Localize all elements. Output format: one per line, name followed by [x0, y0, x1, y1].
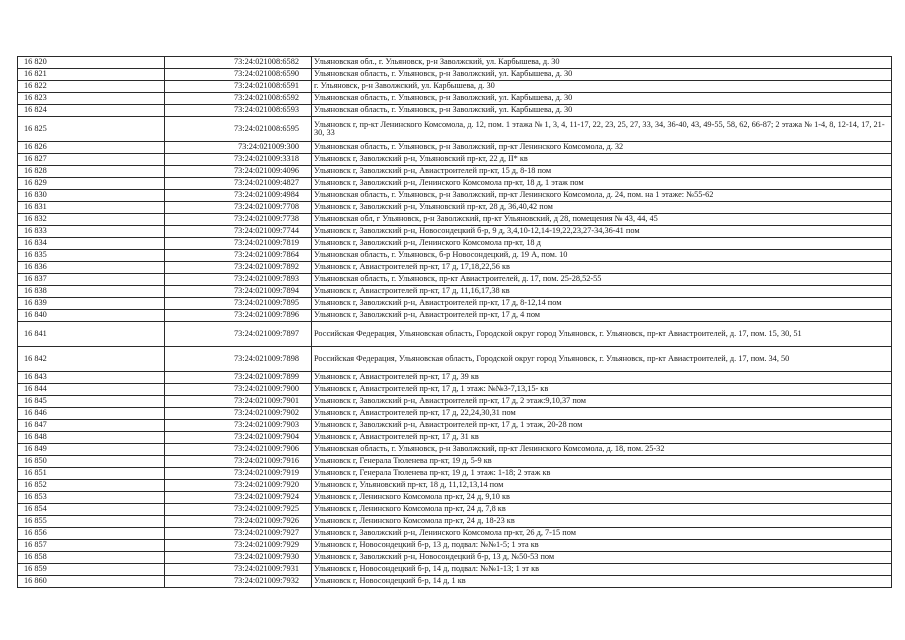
row-number-cell: 16 836 — [18, 262, 165, 274]
cadastral-number-cell: 73:24:021009:7899 — [165, 372, 312, 384]
cadastral-number-cell: 73:24:021009:7902 — [165, 408, 312, 420]
table-row — [18, 154, 892, 166]
row-number-cell: 16 850 — [18, 456, 165, 468]
table-row — [18, 372, 892, 384]
address-cell: Ульяновск г, Заволжский р-н, Ульяновский пр-кт, 28 д, 36,40,42 пом — [312, 202, 892, 214]
table-row — [18, 504, 892, 516]
cadastral-number-cell: 73:24:021008:6590 — [165, 69, 312, 81]
cadastral-number-cell: 73:24:021009:4096 — [165, 166, 312, 178]
table-row — [18, 57, 892, 69]
cadastral-number-cell: 73:24:021009:7708 — [165, 202, 312, 214]
row-number-cell: 16 829 — [18, 178, 165, 190]
address-cell: Ульяновск г, Ленинского Комсомола пр-кт, 24 д, 9,10 кв — [312, 492, 892, 504]
table-row — [18, 540, 892, 552]
table-row — [18, 468, 892, 480]
cadastral-number-cell: 73:24:021009:7929 — [165, 540, 312, 552]
cadastral-number-cell: 73:24:021009:7895 — [165, 298, 312, 310]
row-number-cell: 16 857 — [18, 540, 165, 552]
cadastral-number-cell: 73:24:021009:7892 — [165, 262, 312, 274]
address-cell: Ульяновск г, Генерала Тюленева пр-кт, 19 д, 5-9 кв — [312, 456, 892, 468]
row-number-cell: 16 820 — [18, 57, 165, 69]
cadastral-number-cell: 73:24:021009:4984 — [165, 190, 312, 202]
row-number-cell: 16 826 — [18, 142, 165, 154]
address-cell: Ульяновская область, г. Ульяновск, б-р Новосондецкий, д. 19 А, пом. 10 — [312, 250, 892, 262]
cadastral-number-cell: 73:24:021009:7900 — [165, 384, 312, 396]
table-row — [18, 214, 892, 226]
row-number-cell: 16 827 — [18, 154, 165, 166]
row-number-cell: 16 832 — [18, 214, 165, 226]
row-number-cell: 16 847 — [18, 420, 165, 432]
row-number-cell: 16 853 — [18, 492, 165, 504]
registry-table-body — [18, 57, 892, 588]
address-cell: Ульяновская область, г. Ульяновск, р-н Заволжский, пр-кт Ленинского Комсомола, д. 32 — [312, 142, 892, 154]
table-row — [18, 250, 892, 262]
cadastral-number-cell: 73:24:021009:7906 — [165, 444, 312, 456]
cadastral-number-cell: 73:24:021009:7893 — [165, 274, 312, 286]
cadastral-number-cell: 73:24:021009:7897 — [165, 322, 312, 347]
address-cell: Ульяновская область, г. Ульяновск, р-н Заволжский, ул. Карбышева, д. 30 — [312, 105, 892, 117]
cadastral-number-cell: 73:24:021009:4827 — [165, 178, 312, 190]
table-row — [18, 238, 892, 250]
cadastral-number-cell: 73:24:021009:7898 — [165, 347, 312, 372]
row-number-cell: 16 841 — [18, 322, 165, 347]
address-cell: Ульяновская область, г. Ульяновск, р-н Заволжский, пр-кт Ленинского Комсомола, д. 18, пом. 25-32 — [312, 444, 892, 456]
address-cell: Ульяновск г, Заволжский р-н, Авиастроителей пр-кт, 17 д, 8-12,14 пом — [312, 298, 892, 310]
address-cell: Ульяновск г, Авиастроителей пр-кт, 17 д, 17,18,22,56 кв — [312, 262, 892, 274]
address-cell: Российская Федерация, Ульяновская область, Городской округ город Ульяновск, г. Ульяновск, пр-кт Авиастроителей, д. 17, пом. 34, 50 — [312, 347, 892, 372]
cadastral-number-cell: 73:24:021009:7819 — [165, 238, 312, 250]
table-row — [18, 310, 892, 322]
property-registry-table — [17, 56, 892, 588]
cadastral-number-cell: 73:24:021009:7903 — [165, 420, 312, 432]
cadastral-number-cell: 73:24:021009:7930 — [165, 552, 312, 564]
cadastral-number-cell: 73:24:021009:7924 — [165, 492, 312, 504]
row-number-cell: 16 837 — [18, 274, 165, 286]
table-row — [18, 105, 892, 117]
table-row — [18, 81, 892, 93]
table-row — [18, 226, 892, 238]
address-cell: Ульяновск г, пр-кт Ленинского Комсомола, д. 12, пом. 1 этажа № 1, 3, 4, 11-17, 22, 23, 25, 27, 33, 34, 36-40, 43, 49-55, 58, 62, 66-87; 2 этажа № 1-4, 8, 12-14, 17, 21-30, 33 — [312, 117, 892, 142]
table-row — [18, 384, 892, 396]
table-row — [18, 286, 892, 298]
cadastral-number-cell: 73:24:021009:3318 — [165, 154, 312, 166]
row-number-cell: 16 846 — [18, 408, 165, 420]
table-row — [18, 420, 892, 432]
row-number-cell: 16 844 — [18, 384, 165, 396]
address-cell: Ульяновск г, Заволжский р-н, Авиастроителей пр-кт, 17 д, 2 этаж:9,10,37 пом — [312, 396, 892, 408]
cadastral-number-cell: 73:24:021009:7916 — [165, 456, 312, 468]
address-cell: Ульяновск г, Заволжский р-н, Авиастроителей пр-кт, 17 д, 1 этаж, 20-28 пом — [312, 420, 892, 432]
cadastral-number-cell: 73:24:021009:7932 — [165, 576, 312, 588]
table-row — [18, 432, 892, 444]
cadastral-number-cell: 73:24:021009:7919 — [165, 468, 312, 480]
row-number-cell: 16 835 — [18, 250, 165, 262]
row-number-cell: 16 825 — [18, 117, 165, 142]
row-number-cell: 16 821 — [18, 69, 165, 81]
row-number-cell: 16 824 — [18, 105, 165, 117]
address-cell: Ульяновск г, Авиастроителей пр-кт, 17 д, 22,24,30,31 пом — [312, 408, 892, 420]
address-cell: Ульяновск г, Заволжский р-н, Ленинского Комсомола пр-кт, 18 д — [312, 238, 892, 250]
table-row — [18, 528, 892, 540]
cadastral-number-cell: 73:24:021008:6593 — [165, 105, 312, 117]
table-row — [18, 262, 892, 274]
row-number-cell: 16 854 — [18, 504, 165, 516]
cadastral-number-cell: 73:24:021009:7864 — [165, 250, 312, 262]
table-row — [18, 564, 892, 576]
row-number-cell: 16 839 — [18, 298, 165, 310]
address-cell: Ульяновская область, г. Ульяновск, р-н Заволжский, ул. Карбышева, д. 30 — [312, 69, 892, 81]
cadastral-number-cell: 73:24:021009:7894 — [165, 286, 312, 298]
table-row — [18, 408, 892, 420]
table-row — [18, 492, 892, 504]
address-cell: Ульяновск г, Ленинского Комсомола пр-кт, 24 д, 18-23 кв — [312, 516, 892, 528]
cadastral-number-cell: 73:24:021009:7901 — [165, 396, 312, 408]
address-cell: Ульяновск г, Авиастроителей пр-кт, 17 д, 1 этаж: №№3-7,13,15- кв — [312, 384, 892, 396]
address-cell: Ульяновск г, Заволжский р-н, Ульяновский пр-кт, 22 д, II* кв — [312, 154, 892, 166]
row-number-cell: 16 838 — [18, 286, 165, 298]
address-cell: Ульяновск г, Авиастроителей пр-кт, 17 д, 11,16,17,38 кв — [312, 286, 892, 298]
address-cell: Ульяновск г, Авиастроителей пр-кт, 17 д, 31 кв — [312, 432, 892, 444]
cadastral-number-cell: 73:24:021009:7738 — [165, 214, 312, 226]
address-cell: Ульяновск г, Новосондецкий б-р, 13 д, подвал: №№1-5; 1 эта кв — [312, 540, 892, 552]
row-number-cell: 16 842 — [18, 347, 165, 372]
table-row — [18, 396, 892, 408]
row-number-cell: 16 859 — [18, 564, 165, 576]
address-cell: Ульяновск г, Заволжский р-н, Авиастроителей пр-кт, 17 д, 4 пом — [312, 310, 892, 322]
cadastral-number-cell: 73:24:021009:7926 — [165, 516, 312, 528]
table-row — [18, 190, 892, 202]
cadastral-number-cell: 73:24:021008:6592 — [165, 93, 312, 105]
cadastral-number-cell: 73:24:021009:7920 — [165, 480, 312, 492]
row-number-cell: 16 833 — [18, 226, 165, 238]
table-row — [18, 166, 892, 178]
row-number-cell: 16 840 — [18, 310, 165, 322]
address-cell: Ульяновск г, Заволжский р-н, Авиастроителей пр-кт, 15 д, 8-18 пом — [312, 166, 892, 178]
address-cell: Ульяновск г, Заволжский р-н, Новосондецкий б-р, 13 д, №50-53 пом — [312, 552, 892, 564]
table-row — [18, 117, 892, 142]
cadastral-number-cell: 73:24:021008:6595 — [165, 117, 312, 142]
row-number-cell: 16 830 — [18, 190, 165, 202]
table-row — [18, 444, 892, 456]
address-cell: Ульяновск г, Ленинского Комсомола пр-кт, 24 д, 7,8 кв — [312, 504, 892, 516]
table-row — [18, 322, 892, 347]
address-cell: Ульяновск г, Новосондецкий б-р, 14 д, 1 кв — [312, 576, 892, 588]
row-number-cell: 16 860 — [18, 576, 165, 588]
address-cell: Ульяновская обл, г Ульяновск, р-н Заволжский, пр-кт Ульяновский, д 28, помещения № 43, 44, 45 — [312, 214, 892, 226]
table-row — [18, 69, 892, 81]
address-cell: Ульяновская область, г. Ульяновск, пр-кт Авиастроителей, д. 17, пом. 25-28,52-55 — [312, 274, 892, 286]
address-cell: Ульяновск г, Новосондецкий б-р, 14 д, подвал: №№1-13; 1 эт кв — [312, 564, 892, 576]
row-number-cell: 16 849 — [18, 444, 165, 456]
address-cell: Российская Федерация, Ульяновская область, Городской округ город Ульяновск, г. Ульяновск, пр-кт Авиастроителей, д. 17, пом. 15, 30, 51 — [312, 322, 892, 347]
table-row — [18, 552, 892, 564]
cadastral-number-cell: 73:24:021009:7744 — [165, 226, 312, 238]
address-cell: г. Ульяновск, р-н Заволжский, ул. Карбышева, д. 30 — [312, 81, 892, 93]
row-number-cell: 16 851 — [18, 468, 165, 480]
row-number-cell: 16 831 — [18, 202, 165, 214]
table-row — [18, 142, 892, 154]
row-number-cell: 16 858 — [18, 552, 165, 564]
address-cell: Ульяновск г, Ульяновский пр-кт, 18 д, 11,12,13,14 пом — [312, 480, 892, 492]
table-row — [18, 298, 892, 310]
address-cell: Ульяновская обл., г. Ульяновск, р-н Заволжский, ул. Карбышева, д. 30 — [312, 57, 892, 69]
cadastral-number-cell: 73:24:021009:7927 — [165, 528, 312, 540]
row-number-cell: 16 828 — [18, 166, 165, 178]
address-cell: Ульяновская область, г. Ульяновск, р-н Заволжский, пр-кт Ленинского Комсомола, д. 24, пом. на 1 этаже: №55-62 — [312, 190, 892, 202]
cadastral-number-cell: 73:24:021009:7925 — [165, 504, 312, 516]
row-number-cell: 16 822 — [18, 81, 165, 93]
address-cell: Ульяновск г, Заволжский р-н, Новосондецкий б-р, 9 д, 3,4,10-12,14-19,22,23,27-34,36-41 пом — [312, 226, 892, 238]
address-cell: Ульяновск г, Генерала Тюленева пр-кт, 19 д, 1 этаж: 1-18; 2 этаж кв — [312, 468, 892, 480]
row-number-cell: 16 852 — [18, 480, 165, 492]
cadastral-number-cell: 73:24:021009:7931 — [165, 564, 312, 576]
cadastral-number-cell: 73:24:021009:300 — [165, 142, 312, 154]
row-number-cell: 16 834 — [18, 238, 165, 250]
cadastral-number-cell: 73:24:021008:6591 — [165, 81, 312, 93]
row-number-cell: 16 856 — [18, 528, 165, 540]
table-row — [18, 178, 892, 190]
table-row — [18, 516, 892, 528]
table-row — [18, 93, 892, 105]
table-row — [18, 202, 892, 214]
table-row — [18, 480, 892, 492]
registry-sheet — [17, 56, 885, 588]
table-row — [18, 576, 892, 588]
row-number-cell: 16 855 — [18, 516, 165, 528]
cadastral-number-cell: 73:24:021008:6582 — [165, 57, 312, 69]
table-row — [18, 347, 892, 372]
row-number-cell: 16 845 — [18, 396, 165, 408]
address-cell: Ульяновская область, г. Ульяновск, р-н Заволжский, ул. Карбышева, д. 30 — [312, 93, 892, 105]
cadastral-number-cell: 73:24:021009:7904 — [165, 432, 312, 444]
row-number-cell: 16 823 — [18, 93, 165, 105]
row-number-cell: 16 848 — [18, 432, 165, 444]
address-cell: Ульяновск г, Авиастроителей пр-кт, 17 д, 39 кв — [312, 372, 892, 384]
table-row — [18, 274, 892, 286]
table-row — [18, 456, 892, 468]
address-cell: Ульяновск г, Заволжский р-н, Ленинского Комсомола пр-кт, 26 д, 7-15 пом — [312, 528, 892, 540]
cadastral-number-cell: 73:24:021009:7896 — [165, 310, 312, 322]
row-number-cell: 16 843 — [18, 372, 165, 384]
address-cell: Ульяновск г, Заволжский р-н, Ленинского Комсомола пр-кт, 18 д, 1 этаж пом — [312, 178, 892, 190]
